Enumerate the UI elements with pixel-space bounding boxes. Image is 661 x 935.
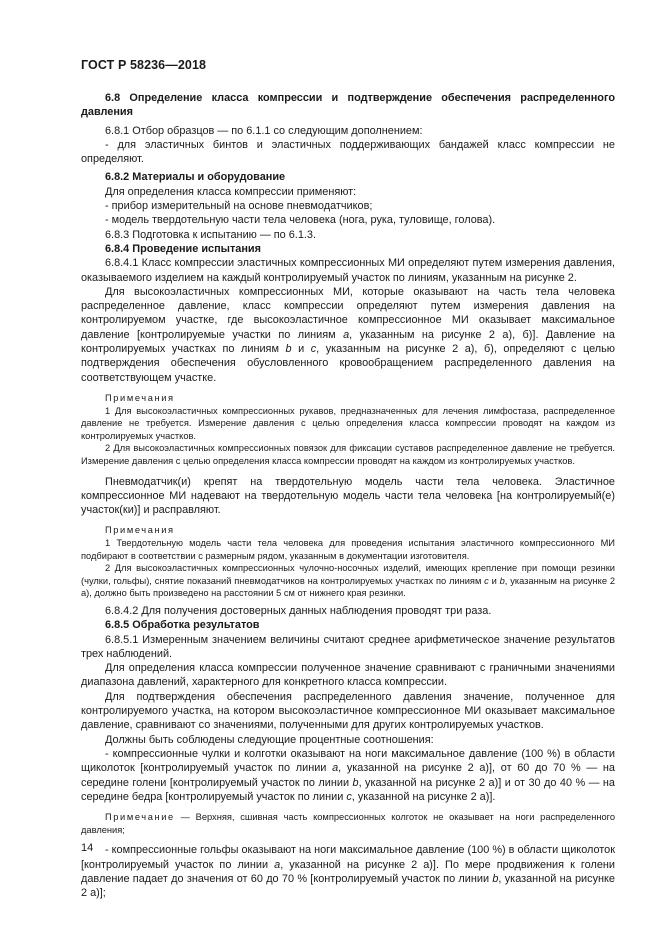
paragraph: Для определения класса компрессии применяют: [105, 185, 357, 198]
paragraph-6-8-5-1: 6.8.5.1 Измеренным значением величины считают среднее арифметическое значение результатов трех наблюдений. [81, 633, 615, 660]
paragraph: Для высокоэластичных компрессионных МИ, которые оказывают на часть тела человека распределенное давление, класс компрессии определяют путем измерения давления на контролируемом участке, где высокоэластичное компрессионное МИ оказывает максимальное давление [контролируемые участки по линиям a, указанным на рисунке 2 а), б)]. Давление на контролируемых участках по линиям b и c, указанным на рисунке 2 а), б), определяют с целью подтверждения обеспечения обусловленного кровообращением распределенного давления на соответствующем участке. [81, 285, 615, 384]
list-item: - модель твердотельную части тела человека (нога, рука, туловище, голова). [105, 214, 496, 227]
paragraph: Должны быть соблюдены следующие процентные соотношения: [105, 733, 434, 746]
paragraph: Для подтверждения обеспечения распределенного давления значение, полученное для контролируемого участка, на котором высокоэластичное компрессионное МИ оказывает максимальное давление, сравнивают со значениями, полученными для других контролируемых участков. [81, 690, 615, 732]
notes-heading: Примечания [105, 525, 175, 536]
section-6-8-title: 6.8 Определение класса компрессии и подтверждение обеспечения распределенного давления [81, 92, 615, 119]
list-item: - компрессионные чулки и колготки оказывают на ноги максимальное давление (100 %) в области щиколоток [контролируемый участок по линии a, указанной на рисунке 2 а)], от 60 до 70 % — на середине голени [контролируемый участок по линии b, указанной на рисунке 2 а)] и от 30 до 40 % — на середине бедра [контролируемый участок по линии c, указанной на рисунке 2 а)]. [81, 747, 615, 803]
note: Примечание — Верхняя, сшивная часть компрессионных колготок не оказывает на ноги распределенного давления; [81, 812, 615, 835]
section-6-8-2-title: 6.8.2 Материалы и оборудование [105, 171, 286, 184]
note-item: 2 Для высокоэластичных компрессионных повязок для фиксации суставов распределенное давление не требуется. Измерение давления с целью определения класса компрессии проводят на каждом из контролируемых участков. [81, 443, 615, 466]
paragraph: Для определения класса компрессии полученное значение сравнивают с граничными значениями диапазона давлений, характерного для конкретного класса компрессии. [81, 662, 615, 689]
document-header: ГОСТ Р 58236—2018 [81, 58, 207, 72]
paragraph-6-8-4-1: 6.8.4.1 Класс компрессии эластичных компрессионных МИ определяют путем измерения давления, оказываемого изделием на каждый контролируемый участок по линиям, указанным на рисунке 2. [81, 257, 615, 284]
paragraph: Пневмодатчик(и) крепят на твердотельную модель части тела человека. Эластичное компрессионное МИ надевают на твердотельную модель части тела человека [на контролируемый(е) участок(ки)] и расправляют. [81, 475, 615, 517]
paragraph-6-8-1: 6.8.1 Отбор образцов — по 6.1.1 со следующим дополнением: [105, 124, 423, 137]
list-item: - компрессионные гольфы оказывают на ноги максимальное давление (100 %) в области щиколоток [контролируемый участок по линии a, указанной на рисунке 2 а)]. По мере продвижения к голени давление падает до значения от 60 до 70 % [контролируемый участок по линии b, указанной на рисунке 2 а)]; [81, 844, 615, 900]
page-number: 14 [81, 842, 94, 854]
note-item: 1 Твердотельную модель части тела человека для проведения испытания эластичного компрессионного МИ подбирают в соответствии с размерным рядом, указанным в документации изготовителя. [81, 537, 615, 561]
section-6-8-5-title: 6.8.5 Обработка результатов [105, 619, 260, 632]
note-item: 1 Для высокоэластичных компрессионных рукавов, предназначенных для лечения лимфостаза, распределенное давление не требуется. Измерение давления с целью определения класса компрессии проводят на каждом из контролируемых участков. [81, 405, 615, 441]
notes-heading: Примечания [105, 392, 175, 403]
paragraph-6-8-4-2: 6.8.4.2 Для получения достоверных данных наблюдения проводят три раза. [105, 604, 492, 617]
note-item: 2 Для высокоэластичных компрессионных чулочно-носочных изделий, имеющих крепление при помощи резинки (чулки, гольфы), снятие показаний пневмодатчиков на контролируемых участках по линиям c и b, указанным на рисунке 2 а), должно быть произведено на расстоянии 5 см от нижнего края резинки. [81, 563, 615, 599]
paragraph-6-8-3: 6.8.3 Подготовка к испытанию — по 6.1.3. [105, 228, 316, 241]
list-item: - прибор измерительный на основе пневмодатчиков; [105, 200, 373, 213]
section-6-8-4-title: 6.8.4 Проведение испытания [105, 242, 261, 255]
document-body [81, 91, 615, 900]
list-item: - для эластичных бинтов и эластичных поддерживающих бандажей класс компрессии не определяют. [81, 138, 615, 166]
